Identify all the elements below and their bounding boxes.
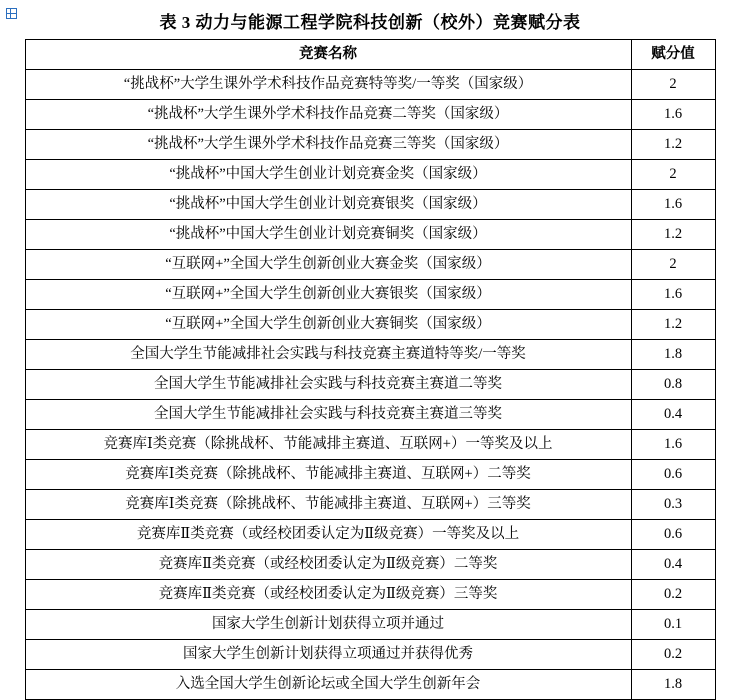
- cell-score-value: 1.2: [631, 310, 715, 340]
- cell-score-value: 0.4: [631, 400, 715, 430]
- table-row: [25, 430, 715, 460]
- cell-competition-name: “挑战杯”大学生课外学术科技作品竞赛特等奖/一等奖（国家级）: [25, 70, 631, 100]
- cell-score-value: 0.4: [631, 550, 715, 580]
- cell-competition-name: 竞赛库Ⅱ类竞赛（或经校团委认定为Ⅱ级竞赛）二等奖: [25, 550, 631, 580]
- table-row: [25, 280, 715, 310]
- table-row: [25, 130, 715, 160]
- cell-score-value: 1.6: [631, 100, 715, 130]
- table-row: [25, 310, 715, 340]
- cell-score-value: 2: [631, 250, 715, 280]
- cell-score-value: 0.6: [631, 520, 715, 550]
- competition-score-table: [25, 39, 716, 700]
- table-row: [25, 160, 715, 190]
- cell-competition-name: 竞赛库Ⅰ类竞赛（除挑战杯、节能减排主赛道、互联网+）一等奖及以上: [25, 430, 631, 460]
- cell-score-value: 2: [631, 160, 715, 190]
- cell-competition-name: “挑战杯”中国大学生创业计划竞赛金奖（国家级）: [25, 160, 631, 190]
- cell-score-value: 1.8: [631, 670, 715, 700]
- cell-competition-name: 竞赛库Ⅱ类竞赛（或经校团委认定为Ⅱ级竞赛）一等奖及以上: [25, 520, 631, 550]
- table-row: [25, 490, 715, 520]
- cell-competition-name: 竞赛库Ⅱ类竞赛（或经校团委认定为Ⅱ级竞赛）三等奖: [25, 580, 631, 610]
- cell-score-value: 1.2: [631, 130, 715, 160]
- cell-competition-name: 全国大学生节能减排社会实践与科技竞赛主赛道三等奖: [25, 400, 631, 430]
- cell-competition-name: 全国大学生节能减排社会实践与科技竞赛主赛道特等奖/一等奖: [25, 340, 631, 370]
- cell-competition-name: 全国大学生节能减排社会实践与科技竞赛主赛道二等奖: [25, 370, 631, 400]
- cell-score-value: 0.2: [631, 640, 715, 670]
- cell-score-value: 0.1: [631, 610, 715, 640]
- cell-score-value: 1.6: [631, 280, 715, 310]
- cell-competition-name: “互联网+”全国大学生创新创业大赛银奖（国家级）: [25, 280, 631, 310]
- table-header-row: [25, 40, 715, 70]
- header-competition-name: 竞赛名称: [25, 40, 631, 70]
- table-row: [25, 250, 715, 280]
- cell-score-value: 0.2: [631, 580, 715, 610]
- table-row: [25, 640, 715, 670]
- table-row: [25, 340, 715, 370]
- cell-competition-name: 国家大学生创新计划获得立项并通过: [25, 610, 631, 640]
- cell-competition-name: 国家大学生创新计划获得立项通过并获得优秀: [25, 640, 631, 670]
- table-row: [25, 220, 715, 250]
- cell-competition-name: 入选全国大学生创新论坛或全国大学生创新年会: [25, 670, 631, 700]
- table-row: [25, 370, 715, 400]
- table-row: [25, 190, 715, 220]
- anchor-crosshair-icon: [6, 8, 17, 19]
- cell-competition-name: “互联网+”全国大学生创新创业大赛铜奖（国家级）: [25, 310, 631, 340]
- cell-score-value: 1.8: [631, 340, 715, 370]
- cell-score-value: 0.3: [631, 490, 715, 520]
- cell-score-value: 1.2: [631, 220, 715, 250]
- table-row: [25, 400, 715, 430]
- table-row: [25, 100, 715, 130]
- cell-competition-name: “挑战杯”中国大学生创业计划竞赛银奖（国家级）: [25, 190, 631, 220]
- table-row: [25, 550, 715, 580]
- cell-competition-name: “互联网+”全国大学生创新创业大赛金奖（国家级）: [25, 250, 631, 280]
- cell-score-value: 2: [631, 70, 715, 100]
- page-title: 表 3 动力与能源工程学院科技创新（校外）竞赛赋分表: [159, 13, 581, 32]
- cell-competition-name: “挑战杯”大学生课外学术科技作品竞赛二等奖（国家级）: [25, 100, 631, 130]
- cell-competition-name: 竞赛库Ⅰ类竞赛（除挑战杯、节能减排主赛道、互联网+）二等奖: [25, 460, 631, 490]
- table-row: [25, 460, 715, 490]
- cell-competition-name: “挑战杯”中国大学生创业计划竞赛铜奖（国家级）: [25, 220, 631, 250]
- table-row: [25, 580, 715, 610]
- table-row: [25, 670, 715, 700]
- cell-score-value: 0.6: [631, 460, 715, 490]
- header-score-value: 赋分值: [631, 40, 715, 70]
- table-row: [25, 520, 715, 550]
- cell-competition-name: “挑战杯”大学生课外学术科技作品竞赛三等奖（国家级）: [25, 130, 631, 160]
- table-body: [25, 70, 715, 700]
- cell-competition-name: 竞赛库Ⅰ类竞赛（除挑战杯、节能减排主赛道、互联网+）三等奖: [25, 490, 631, 520]
- table-row: [25, 610, 715, 640]
- cell-score-value: 1.6: [631, 190, 715, 220]
- cell-score-value: 1.6: [631, 430, 715, 460]
- table-row: [25, 70, 715, 100]
- cell-score-value: 0.8: [631, 370, 715, 400]
